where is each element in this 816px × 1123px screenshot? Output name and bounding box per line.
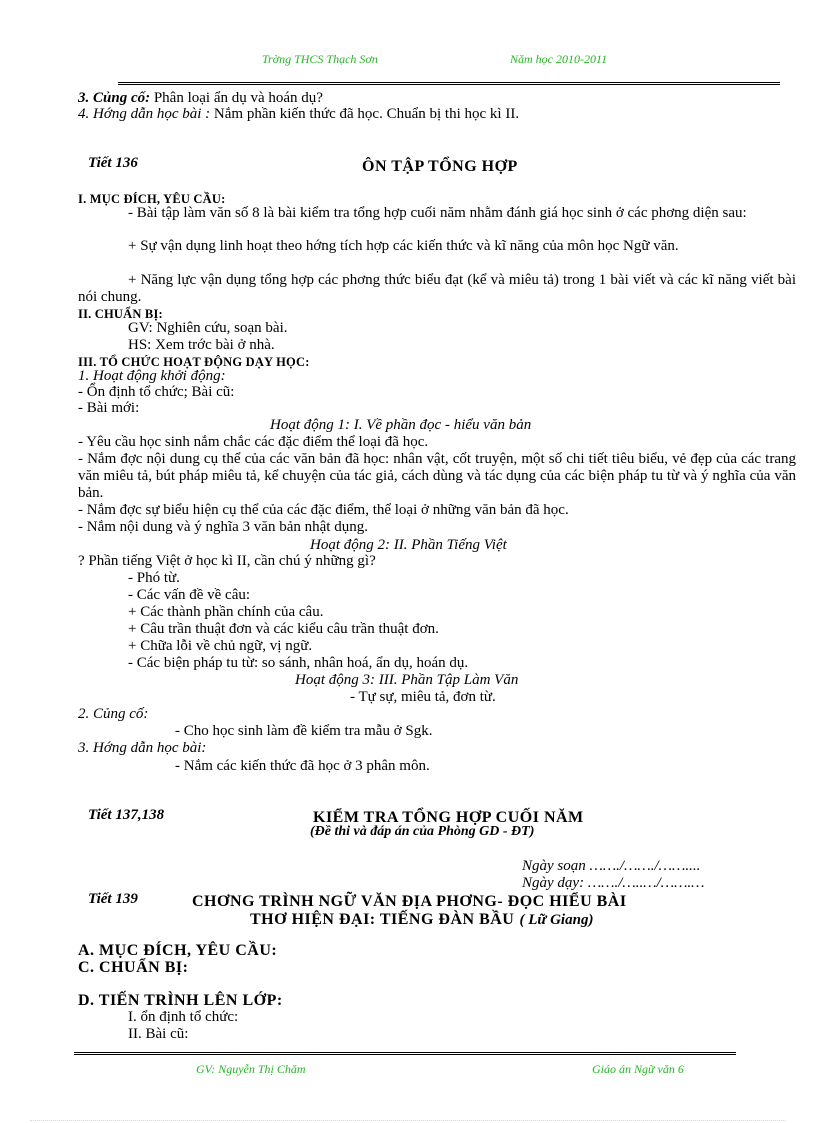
cungco-text: - Cho học sinh làm đề kiểm tra mẫu ở Sgk. <box>175 723 433 739</box>
hd1-line-4: - Nắm nội dung và ý nghĩa 3 văn bản nhật dụng. <box>78 519 368 535</box>
title-136: ÔN TẬP TỔNG HỢP <box>362 158 518 175</box>
title-139-line-2 <box>250 909 593 929</box>
chuan-bi-gv: GV: Nghiên cứu, soạn bài. <box>128 320 288 336</box>
title-139-poem: THƠ HIỆN ĐẠI: TIẾNG ĐÀN BẦU <box>250 911 515 928</box>
tiet-137: Tiết 137,138 <box>88 807 165 823</box>
cungco-heading: 2. Củng cố: <box>78 706 149 722</box>
top-huongdan <box>78 106 519 123</box>
heading-c: C. CHUẨN BỊ: <box>78 959 189 976</box>
bai-moi: - Bài mới: <box>78 400 140 416</box>
top-cungco-text: Phân loại ẩn dụ và hoán dụ? <box>153 90 323 106</box>
hd3-heading: Hoạt động 3: III. Phần Tập Làm Văn <box>295 672 519 688</box>
hd3-line-1: - Tự sự, miêu tả, đơn từ. <box>350 689 496 705</box>
huongdan-heading: 3. Hớng dẫn học bài: <box>78 740 207 756</box>
hd1-line-3: - Nắm đợc sự biểu hiện cụ thể của các đặc điểm, thể loại ở những văn bản đã học. <box>78 502 569 518</box>
title-139-line-1: CHƠNG TRÌNH NGỮ VĂN ĐỊA PHƠNG- ĐỌC HIỂU BÀI <box>192 893 627 910</box>
hd1-line-2: - Nắm đợc nội dung cụ thể của các văn bản đã học: nhân vật, cốt truyện, một số chi tiết tiêu biểu, vẻ đẹp của các trang văn miêu tả, bút pháp miêu tả, kể chuyện của tác giả, cách dùng và tác dụng của các biện pháp tu từ và ý nghĩa của văn bản. <box>78 451 796 501</box>
heading-to-chuc: III. TỔ CHỨC HOẠT ĐỘNG DẠY HỌC: <box>78 355 310 369</box>
hd1-line-1: - Yêu cầu học sinh nắm chắc các đặc điểm thể loại đã học. <box>78 434 429 450</box>
d-item-1: I. ổn định tổ chức: <box>128 1009 239 1025</box>
md-paragraph-2: + Sự vận dụng linh hoạt theo hớng tích hợp các kiến thức và kĩ năng của môn học Ngữ văn. <box>128 238 679 254</box>
hd2-heading: Hoạt động 2: II. Phần Tiếng Việt <box>310 537 507 553</box>
title-137: KIỂM TRA TỔNG HỢP CUỐI NĂM <box>313 809 584 826</box>
ngay-soan: Ngày soạn ……./……./…….... <box>522 858 701 874</box>
top-huongdan-text: Nắm phần kiến thức đã học. Chuẩn bị thi học kì II. <box>213 106 520 122</box>
page-edge <box>30 1120 786 1121</box>
footer-rule <box>74 1052 736 1055</box>
huongdan-text: - Nắm các kiến thức đã học ở 3 phân môn. <box>175 758 430 774</box>
hd2-line-2: - Các vấn đề về câu: <box>128 587 251 603</box>
top-cungco-label: 3. Củng cố: <box>78 90 151 106</box>
ngay-day: Ngày dạy: ……./…..…/…….… <box>522 875 705 891</box>
tiet-136: Tiết 136 <box>88 155 138 171</box>
hd2-line-5: + Chữa lỗi về chủ ngữ, vị ngữ. <box>128 638 313 654</box>
chuan-bi-hs: HS: Xem trớc bài ở nhà. <box>128 337 275 353</box>
top-huongdan-label: 4. Hớng dẫn học bài : <box>78 106 211 122</box>
heading-d: D. TIẾN TRÌNH LÊN LỚP: <box>78 992 283 1009</box>
md-paragraph-1: - Bài tập làm văn số 8 là bài kiểm tra tổng hợp cuối năm nhằm đánh giá học sinh ở các phơng diện sau: <box>128 205 747 221</box>
d-item-2: II. Bài cũ: <box>128 1026 189 1042</box>
on-dinh: - Ổn định tổ chức; Bài cũ: <box>78 384 235 400</box>
title-139-author: ( Lữ Giang) <box>519 912 594 928</box>
header-rule <box>118 82 780 85</box>
hd-khoi-dong: 1. Hoạt động khởi động: <box>78 368 226 384</box>
hd2-question: ? Phần tiếng Việt ở học kì II, cần chú ý những gì? <box>78 553 376 569</box>
heading-muc-dich: I. MỤC ĐÍCH, YÊU CẦU: <box>78 192 226 206</box>
heading-a: A. MỤC ĐÍCH, YÊU CẦU: <box>78 942 278 959</box>
subtitle-137: (Đề thi và đáp án của Phòng GD - ĐT) <box>310 824 535 839</box>
md-paragraph-3: + Năng lực vận dụng tổng hợp các phơng thức biểu đạt (kể và miêu tả) trong 1 bài viết và các kĩ năng viết bài nói chung. <box>78 272 796 305</box>
hd2-line-6: - Các biện pháp tu từ: so sánh, nhân hoá, ẩn dụ, hoán dụ. <box>128 655 469 671</box>
footer-subject: Giáo án Ngữ văn 6 <box>592 1062 684 1076</box>
top-cungco <box>78 90 323 107</box>
footer-teacher: GV: Nguyễn Thị Chăm <box>196 1062 306 1076</box>
header-year: Năm học 2010-2011 <box>510 52 608 66</box>
heading-chuan-bi: II. CHUẨN BỊ: <box>78 307 163 321</box>
hd2-line-4: + Câu trần thuật đơn và các kiểu câu trần thuật đơn. <box>128 621 439 637</box>
tiet-139: Tiết 139 <box>88 891 138 907</box>
header-school: Trờng THCS Thạch Sơn <box>262 52 378 66</box>
hd2-line-3: + Các thành phần chính của câu. <box>128 604 324 620</box>
hd1-heading: Hoạt động 1: I. Về phần đọc - hiểu văn bản <box>270 417 532 433</box>
hd2-line-1: - Phó từ. <box>128 570 180 586</box>
